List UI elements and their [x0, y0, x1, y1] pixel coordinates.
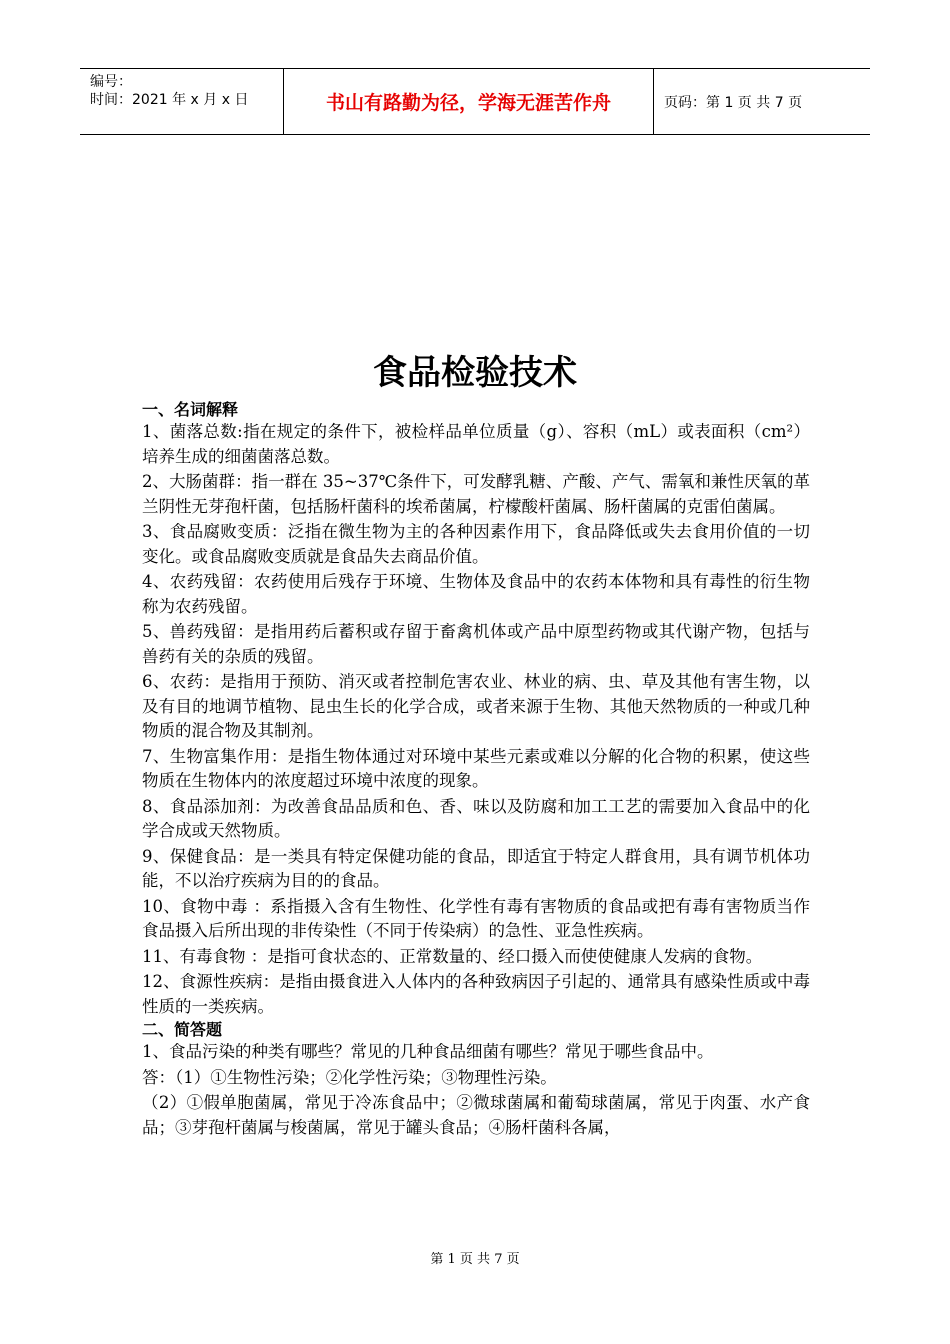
definition-item: 9、保健食品：是一类具有特定保健功能的食品，即适宜于特定人群食用，具有调节机体功能，不以治疗疾病为目的的食品。 — [142, 846, 810, 890]
definition-item: 10、食物中毒 ：系指摄入含有生物性、化学性有毒有害物质的食品或把有毒有害物质当作食品摄入后所出现的非传染性（不同于传染病）的急性、亚急性疾病。 — [142, 896, 810, 940]
document-body — [142, 400, 810, 1141]
page-footer: 第 1 页 共 7 页 — [430, 1252, 520, 1267]
page-header — [80, 68, 870, 135]
definition-item: 12、食源性疾病：是指由摄食进入人体内的各种致病因子引起的、通常具有感染性质或中毒性质的一类疾病。 — [142, 972, 810, 1016]
definition-item: 11、有毒食物 ：是指可食状态的、正常数量的、经口摄入而使使健康人发病的食物。 — [142, 946, 763, 966]
definition-item: 1、菌落总数:指在规定的条件下，被检样品单位质量（g）、容积（mL）或表面积（cm²）培养生成的细菌菌落总数。 — [142, 422, 810, 466]
definition-item: 3、食品腐败变质：泛指在微生物为主的各种因素作用下，食品降低或失去食用价值的一切变化。或食品腐败变质就是食品失去商品价值。 — [142, 522, 810, 566]
definition-item: 4、农药残留：农药使用后残存于环境、生物体及食品中的农药本体物和具有毒性的衍生物称为农药残留。 — [142, 572, 810, 616]
section-heading-definitions: 一、名词解释 — [142, 400, 239, 419]
definition-item: 5、兽药残留：是指用药后蓄积或存留于畜禽机体或产品中原型药物或其代谢产物，包括与兽药有关的杂质的残留。 — [142, 622, 810, 666]
definition-item: 6、农药：是指用于预防、消灭或者控制危害农业、林业的病、虫、草及其他有害生物，以及有目的地调节植物、昆虫生长的化学合成，或者来源于生物、其他天然物质的一种或几种物质的混合物及其制剂。 — [142, 672, 810, 740]
header-page-info: 页码：第 1 页 共 7 页 — [664, 94, 803, 111]
question-item: 1、食品污染的种类有哪些？常见的几种食品细菌有哪些？常见于哪些食品中。 — [142, 1042, 714, 1061]
header-left-cell — [80, 69, 283, 134]
answer-item: 答：（1）①生物性污染；②化学性污染；③物理性污染。 — [142, 1067, 557, 1087]
answer-item: （2）①假单胞菌属，常见于冷冻食品中；②微球菌属和葡萄球菌属，常见于肉蛋、水产食品；③芽孢杆菌属与梭菌属，常见于罐头食品；④肠杆菌科各属， — [142, 1093, 810, 1137]
document-time-label: 时间：2021 年 x 月 x 日 — [90, 92, 249, 108]
definition-item: 2、大肠菌群：指一群在 35~37℃条件下，可发酵乳糖、产酸、产气、需氧和兼性厌氧的革兰阴性无芽孢杆菌，包括肠杆菌科的埃希菌属，柠檬酸杆菌属、肠杆菌属的克雷伯菌属。 — [142, 472, 810, 516]
header-motto: 书山有路勤为径，学海无涯苦作舟 — [283, 69, 654, 134]
definition-item: 8、食品添加剂：为改善食品品质和色、香、味以及防腐和加工工艺的需要加入食品中的化学合成或天然物质。 — [142, 796, 810, 840]
definition-item: 7、生物富集作用：是指生物体通过对环境中某些元素或难以分解的化合物的积累，使这些物质在生物体内的浓度超过环境中浓度的现象。 — [142, 746, 810, 790]
section-heading-short-answer: 二、简答题 — [142, 1020, 223, 1039]
document-title: 食品检验技术 — [373, 353, 577, 393]
document-number-label: 编号： — [90, 74, 132, 90]
